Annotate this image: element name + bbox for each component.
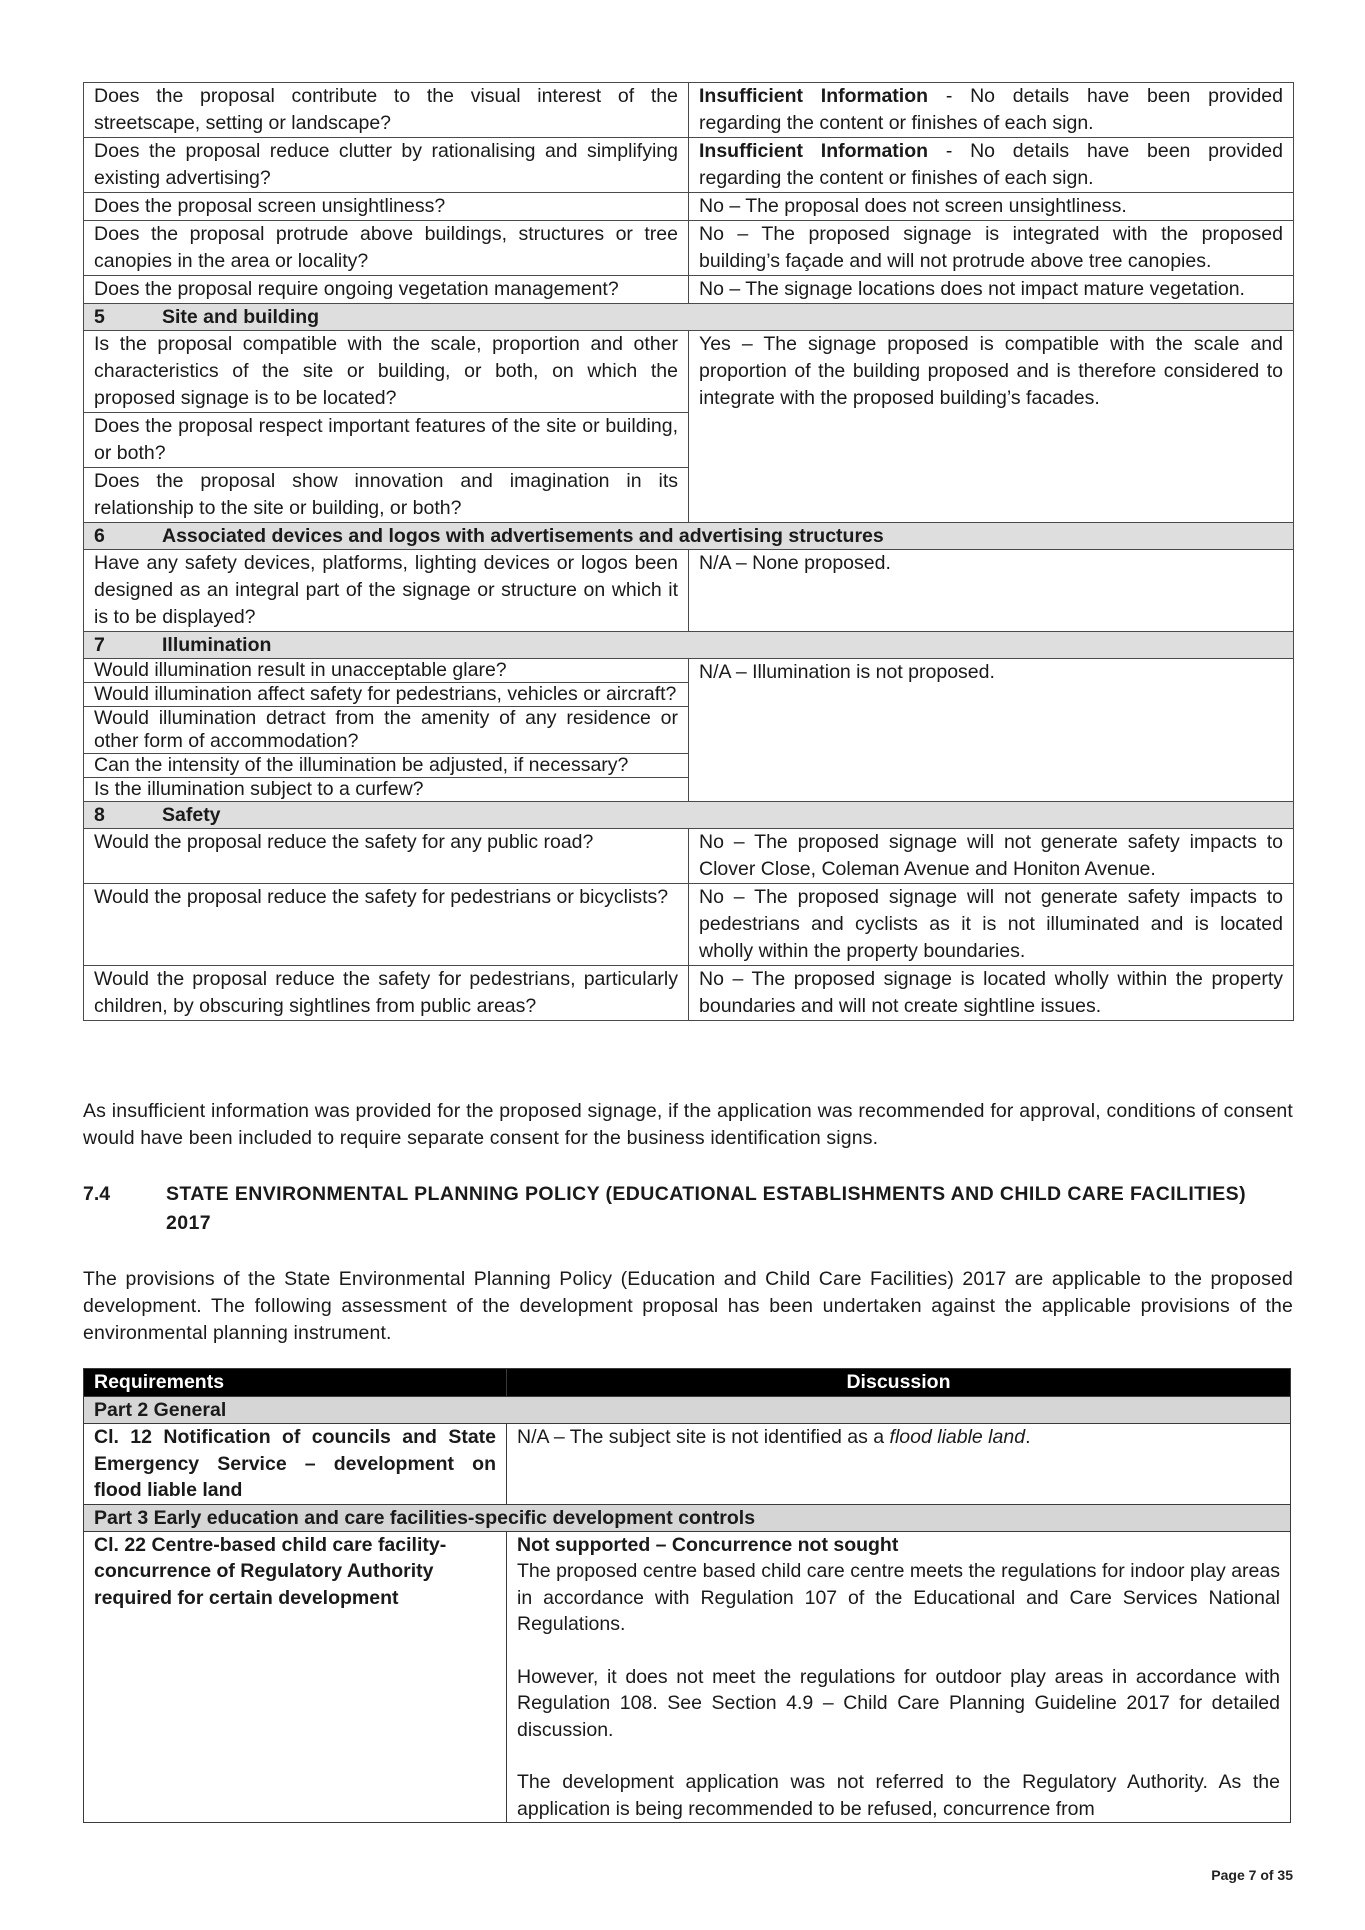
criterion-cell: Does the proposal contribute to the visual interest of the streetscape, setting or landscape? xyxy=(84,83,689,138)
response-cell: No – The proposed signage will not generate safety impacts to pedestrians and cyclists as it is not illuminated and is located wholly within the property boundaries. xyxy=(689,884,1294,966)
criterion-cell: Is the proposal compatible with the scale, proportion and other characteristics of the site or building, or both, on which the proposed signage is to be located? xyxy=(84,331,689,413)
section-header: 6 Associated devices and logos with advertisements and advertising structures xyxy=(84,523,1294,550)
criterion-cell: Have any safety devices, platforms, lighting devices or logos been designed as an integral part of the signage or structure on which it is to be displayed? xyxy=(84,550,689,632)
criterion-cell: Would illumination affect safety for pedestrians, vehicles or aircraft? xyxy=(84,683,689,707)
section-number: 7.4 xyxy=(83,1183,111,1205)
criterion-cell: Does the proposal reduce clutter by rationalising and simplifying existing advertising? xyxy=(84,138,689,193)
criterion-cell: Does the proposal require ongoing vegetation management? xyxy=(84,276,689,304)
requirement-cell: Cl. 22 Centre-based child care facility-concurrence of Regulatory Authority required for certain development xyxy=(84,1531,507,1823)
table-row xyxy=(84,83,1294,138)
discussion-heading: Not supported – Concurrence not sought xyxy=(517,1533,899,1556)
table-row xyxy=(84,221,1294,276)
criterion-cell: Would the proposal reduce the safety for any public road? xyxy=(84,829,689,884)
table-row xyxy=(84,276,1294,304)
discussion-paragraph: The proposed centre based child care centre meets the regulations for indoor play areas in accordance with Regulation 107 of the Educational and Care Services National Regulations. xyxy=(517,1560,1280,1635)
column-header-discussion: Discussion xyxy=(507,1369,1291,1397)
criterion-cell: Can the intensity of the illumination be adjusted, if necessary? xyxy=(84,754,689,778)
part-header-row xyxy=(84,1397,1291,1424)
table-row xyxy=(84,1424,1291,1505)
section-header-row xyxy=(84,632,1294,659)
criterion-cell: Does the proposal protrude above buildings, structures or tree canopies in the area or locality? xyxy=(84,221,689,276)
table-row xyxy=(84,659,1294,683)
table-row xyxy=(84,193,1294,221)
response-cell: N/A – Illumination is not proposed. xyxy=(689,659,1294,802)
table-row xyxy=(84,331,1294,413)
section-header: 8 Safety xyxy=(84,802,1294,829)
section-header-row xyxy=(84,802,1294,829)
requirement-cell: Cl. 12 Notification of councils and State Emergency Service – development on flood liable land xyxy=(84,1424,507,1505)
response-cell: No – The proposal does not screen unsightliness. xyxy=(689,193,1294,221)
table-row xyxy=(84,884,1294,966)
table-row xyxy=(84,1531,1291,1823)
criterion-cell: Does the proposal screen unsightliness? xyxy=(84,193,689,221)
criterion-cell: Would illumination detract from the amenity of any residence or other form of accommodation? xyxy=(84,707,689,754)
criterion-cell: Does the proposal respect important features of the site or building, or both? xyxy=(84,413,689,468)
table-row xyxy=(84,138,1294,193)
page-number: Page 7 of 35 xyxy=(1211,1867,1293,1883)
response-cell: Insufficient Information - No details have been provided regarding the content or finishes of each sign. xyxy=(689,138,1294,193)
section-header: 7 Illumination xyxy=(84,632,1294,659)
discussion-paragraph: The development application was not referred to the Regulatory Authority. As the application is being recommended to be refused, concurrence from xyxy=(517,1771,1280,1820)
table-header-row xyxy=(84,1369,1291,1397)
response-cell: No – The signage locations does not impact mature vegetation. xyxy=(689,276,1294,304)
section-title: STATE ENVIRONMENTAL PLANNING POLICY (EDUCATIONAL ESTABLISHMENTS AND CHILD CARE FACILITIES) 2017 xyxy=(166,1183,1246,1234)
part-header: Part 3 Early education and care facilities-specific development controls xyxy=(84,1504,1291,1531)
sepp-assessment-table xyxy=(83,1368,1291,1823)
part-header: Part 2 General xyxy=(84,1397,1291,1424)
response-cell: N/A – None proposed. xyxy=(689,550,1294,632)
discussion-cell xyxy=(507,1531,1291,1823)
response-cell: Yes – The signage proposed is compatible with the scale and proportion of the building proposed and is therefore considered to integrate with the proposed building’s facades. xyxy=(689,331,1294,523)
response-cell: No – The proposed signage is located wholly within the property boundaries and will not create sightline issues. xyxy=(689,966,1294,1021)
table-row xyxy=(84,550,1294,632)
response-cell: No – The proposed signage will not generate safety impacts to Clover Close, Coleman Avenue and Honiton Avenue. xyxy=(689,829,1294,884)
section-heading xyxy=(83,1180,1293,1238)
discussion-cell: N/A – The subject site is not identified as a flood liable land. xyxy=(507,1424,1291,1505)
response-cell: No – The proposed signage is integrated with the proposed building’s façade and will not protrude above tree canopies. xyxy=(689,221,1294,276)
criterion-cell: Does the proposal show innovation and imagination in its relationship to the site or building, or both? xyxy=(84,468,689,523)
criterion-cell: Would illumination result in unacceptable glare? xyxy=(84,659,689,683)
table-row xyxy=(84,966,1294,1021)
signage-conclusion-paragraph: As insufficient information was provided for the proposed signage, if the application was recommended for approval, conditions of consent would have been included to require separate consent for the business identification signs. xyxy=(83,1100,1293,1149)
criterion-cell: Would the proposal reduce the safety for pedestrians, particularly children, by obscuring sightlines from public areas? xyxy=(84,966,689,1021)
response-cell: Insufficient Information - No details have been provided regarding the content or finishes of each sign. xyxy=(689,83,1294,138)
part-header-row xyxy=(84,1504,1291,1531)
sepp-intro-paragraph: The provisions of the State Environmental Planning Policy (Education and Child Care Facilities) 2017 are applicable to the proposed development. The following assessment of the development proposal has been undertaken against the applicable provisions of the environmental planning instrument. xyxy=(83,1268,1293,1344)
section-header-row xyxy=(84,523,1294,550)
criterion-cell: Would the proposal reduce the safety for pedestrians or bicyclists? xyxy=(84,884,689,966)
criterion-cell: Is the illumination subject to a curfew? xyxy=(84,778,689,802)
section-header: 5 Site and building xyxy=(84,304,1294,331)
column-header-requirements: Requirements xyxy=(84,1369,507,1397)
discussion-paragraph: However, it does not meet the regulations for outdoor play areas in accordance with Regulation 108. See Section 4.9 – Child Care Planning Guideline 2017 for detailed discussion. xyxy=(517,1665,1280,1741)
table-row xyxy=(84,829,1294,884)
signage-assessment-table xyxy=(83,82,1294,1021)
section-header-row xyxy=(84,304,1294,331)
